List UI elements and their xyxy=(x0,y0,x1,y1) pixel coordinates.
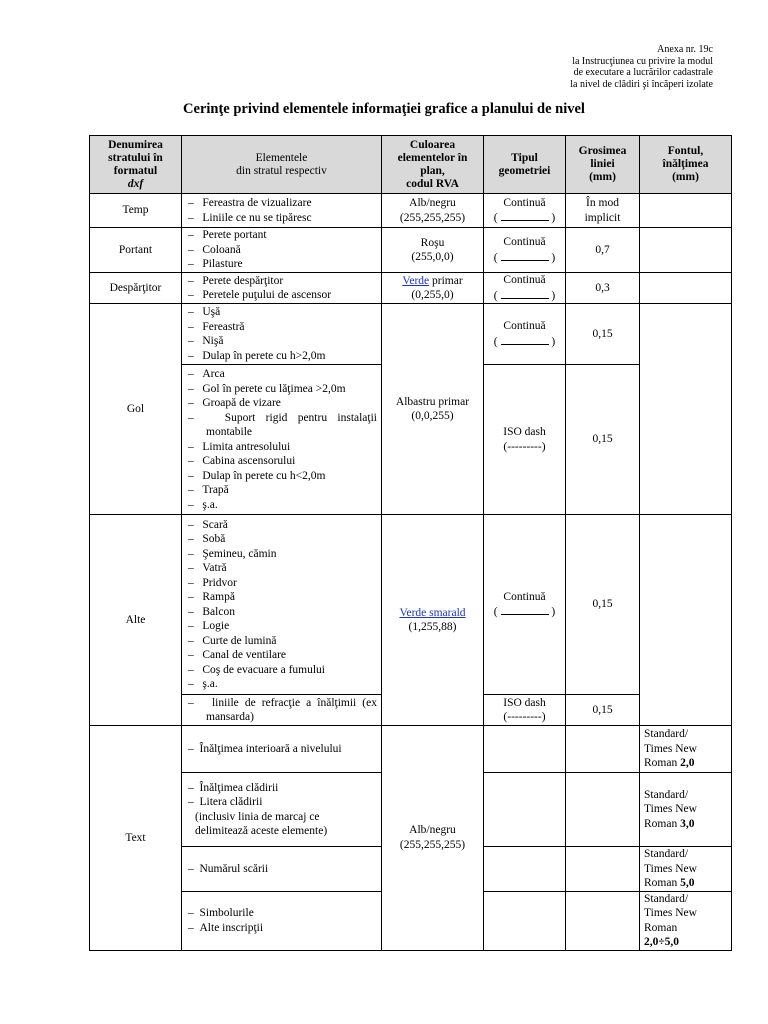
font-text-3: Standard/ Times New Roman 5,0 xyxy=(640,847,732,892)
thickness-text-1 xyxy=(566,726,640,773)
color-link-verde[interactable]: Verde xyxy=(402,274,430,287)
header-layer-name: Denumirea stratului în formatul dxf xyxy=(90,136,182,194)
table-row-portant xyxy=(90,228,732,273)
geometry-text-4 xyxy=(484,891,566,950)
color-temp: Alb/negru (255,255,255) xyxy=(382,194,484,228)
font-portant xyxy=(640,228,732,273)
font-text-1: Standard/ Times New Roman 2,0 xyxy=(640,726,732,773)
geometry-despartitor: Continuă ( ) xyxy=(484,273,566,304)
thickness-text-2 xyxy=(566,773,640,847)
header-color: Culoarea elementelor în plan, codul RVA xyxy=(382,136,484,194)
font-alte xyxy=(640,515,732,726)
elements-temp: – Fereastra de vizualizare – Liniile ce nu se tipăresc xyxy=(182,194,382,228)
thickness-gol-a: 0,15 xyxy=(566,304,640,365)
color-despartitor: Verde primar (0,255,0) xyxy=(382,273,484,304)
thickness-temp: În mod implicit xyxy=(566,194,640,228)
header-elements: Elementele din stratul respectiv xyxy=(182,136,382,194)
elements-alte-b: – liniile de refracţie a înălţimii (ex mansarda) xyxy=(182,695,382,726)
font-text-4: Standard/ Times New Roman 2,0÷5,0 xyxy=(640,891,732,950)
table-row-text-1 xyxy=(90,726,732,773)
geometry-gol-a: Continuă ( ) xyxy=(484,304,566,365)
geometry-text-3 xyxy=(484,847,566,892)
thickness-gol-b: 0,15 xyxy=(566,365,640,515)
annex-line: la nivel de clădiri şi încăperi izolate xyxy=(570,78,713,90)
font-temp xyxy=(640,194,732,228)
geometry-alte-a: Continuă ( ) xyxy=(484,515,566,695)
annex-line: Anexa nr. 19c xyxy=(657,44,713,55)
layer-name-text: Text xyxy=(90,726,182,951)
layer-name-alte: Alte xyxy=(90,515,182,726)
elements-text-1: – Înălţimea interioară a nivelului xyxy=(182,726,382,773)
header-row xyxy=(90,136,732,194)
elements-text-4: – Simbolurile – Alte inscripţii xyxy=(182,891,382,950)
geometry-portant: Continuă ( ) xyxy=(484,228,566,273)
color-text: Alb/negru (255,255,255) xyxy=(382,726,484,951)
color-alte: Verde smarald (1,255,88) xyxy=(382,515,484,726)
elements-alte-a: – Scară – Sobă – Şemineu, cămin – Vatră – Pridvor – Rampă – Balcon – Logie – Curte de lumină – Canal de ventilare – Coş de evacuare a fumului – ş.a. xyxy=(182,515,382,695)
layer-name-portant: Portant xyxy=(90,228,182,273)
annex-header xyxy=(570,44,713,90)
thickness-text-4 xyxy=(566,891,640,950)
elements-text-3: – Numărul scării xyxy=(182,847,382,892)
thickness-alte-b: 0,15 xyxy=(566,695,640,726)
color-gol: Albastru primar (0,0,255) xyxy=(382,304,484,515)
thickness-alte-a: 0,15 xyxy=(566,515,640,695)
elements-gol-b: – Arca – Gol în perete cu lăţimea >2,0m – Groapă de vizare – Suport rigid pentru instalaţii montabile – Limita antresolului – Cabina ascensorului – Dulap în perete cu h<2,0m – Trapă – ş.a. xyxy=(182,365,382,515)
header-font: Fontul, înălţimea (mm) xyxy=(640,136,732,194)
document-title: Cerinţe privind elementele informaţiei grafice a planului de nivel xyxy=(183,101,585,117)
table-row-alte-a xyxy=(90,515,732,695)
header-thickness: Grosimea liniei (mm) xyxy=(566,136,640,194)
layer-name-temp: Temp xyxy=(90,194,182,228)
requirements-table xyxy=(89,135,732,951)
thickness-text-3 xyxy=(566,847,640,892)
table-row-temp xyxy=(90,194,732,228)
elements-gol-a: – Uşă – Fereastră – Nişă – Dulap în perete cu h>2,0m xyxy=(182,304,382,365)
font-despartitor xyxy=(640,273,732,304)
table-row-gol-a xyxy=(90,304,732,365)
geometry-text-1 xyxy=(484,726,566,773)
thickness-despartitor: 0,3 xyxy=(566,273,640,304)
elements-text-2: – Înălţimea clădirii – Litera clădirii (inclusiv linia de marcaj ce delimitează aceste elemente) xyxy=(182,773,382,847)
layer-name-despartitor: Despărţitor xyxy=(90,273,182,304)
annex-line: de executare a lucrărilor cadastrale xyxy=(573,67,713,78)
font-gol xyxy=(640,304,732,515)
layer-name-gol: Gol xyxy=(90,304,182,515)
table-row-despartitor xyxy=(90,273,732,304)
geometry-alte-b: ISO dash (---------) xyxy=(484,695,566,726)
color-portant: Roşu (255,0,0) xyxy=(382,228,484,273)
elements-despartitor: – Perete despărţitor – Peretele puţului de ascensor xyxy=(182,273,382,304)
font-text-2: Standard/ Times New Roman 3,0 xyxy=(640,773,732,847)
color-link-verde-smarald[interactable]: Verde smarald xyxy=(399,606,466,619)
thickness-portant: 0,7 xyxy=(566,228,640,273)
annex-line: la Instrucţiunea cu privire la modul xyxy=(572,55,713,67)
elements-portant: – Perete portant – Coloană – Pilasture xyxy=(182,228,382,273)
header-geometry: Tipul geometriei xyxy=(484,136,566,194)
geometry-gol-b: ISO dash (---------) xyxy=(484,365,566,515)
geometry-temp: Continuă ( ) xyxy=(484,194,566,228)
geometry-text-2 xyxy=(484,773,566,847)
